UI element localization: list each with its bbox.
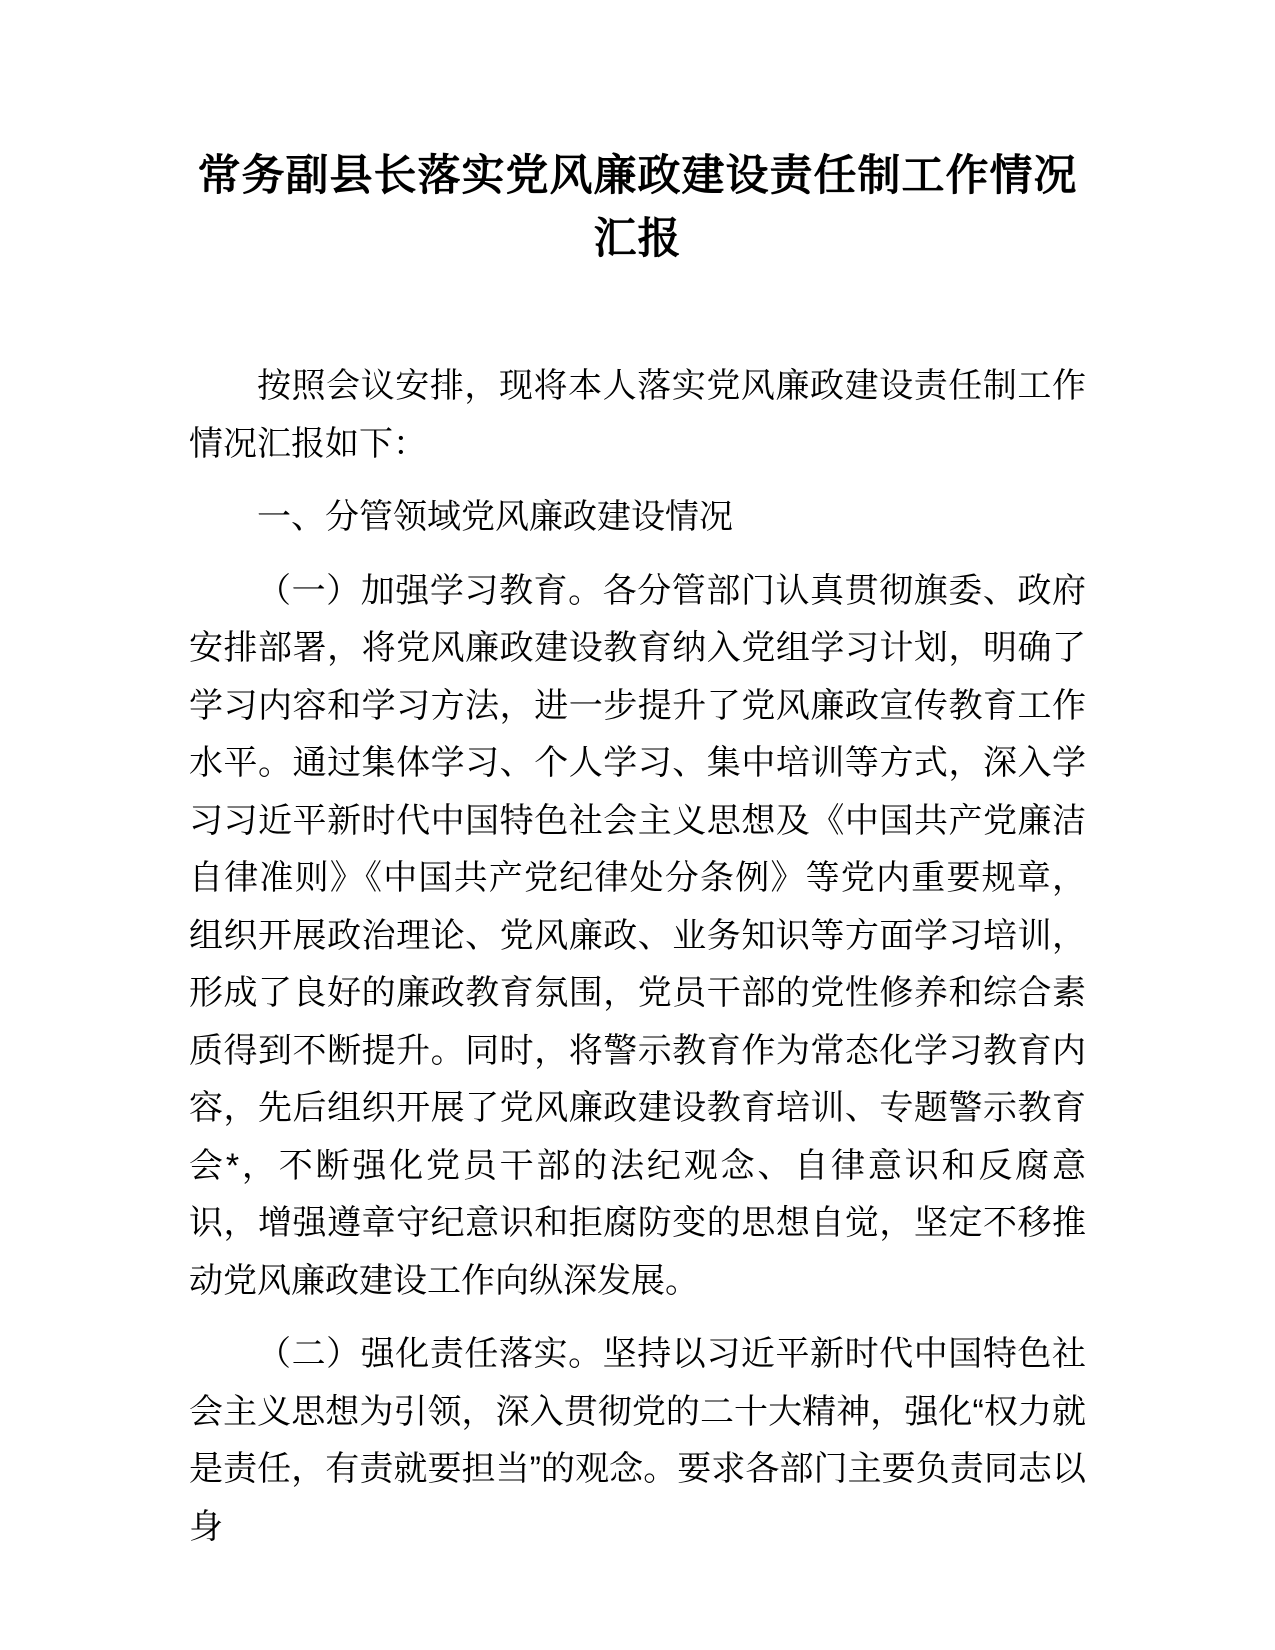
document-body xyxy=(189,358,1086,1556)
intro-paragraph: 按照会议安排，现将本人落实党风廉政建设责任制工作情况汇报如下： xyxy=(189,367,1086,463)
section-1-heading: 一、分管领域党风廉政建设情况 xyxy=(257,498,733,536)
section-1-paragraph-2: （二）强化责任落实。坚持以习近平新时代中国特色社会主义思想为引领，深入贯彻党的二十大精神，强化“权力就是责任，有责就要担当”的观念。要求各部门主要负责同志以身 xyxy=(189,1335,1086,1546)
section-1-paragraph-1: （一）加强学习教育。各分管部门认真贯彻旗委、政府安排部署，将党风廉政建设教育纳入党组学习计划，明确了学习内容和学习方法，进一步提升了党风廉政宣传教育工作水平。通过集体学习、个人学习、集中培训等方式，深入学习习近平新时代中国特色社会主义思想及《中国共产党廉洁自律准则》《中国共产党纪律处分条例》等党内重要规章，组织开展政治理论、党风廉政、业务知识等方面学习培训，形成了良好的廉政教育氛围，党员干部的党性修养和综合素质得到不断提升。同时，将警示教育作为常态化学习教育内容，先后组织开展了党风廉政建设教育培训、专题警示教育会*，不断强化党员干部的法纪观念、自律意识和反腐意识，增强遵章守纪意识和拒腐防变的思想自觉，坚定不移推动党风廉政建设工作向纵深发展。 xyxy=(189,571,1086,1300)
document-title: 常务副县长落实党风廉政建设责任制工作情况汇报 xyxy=(197,152,1078,263)
